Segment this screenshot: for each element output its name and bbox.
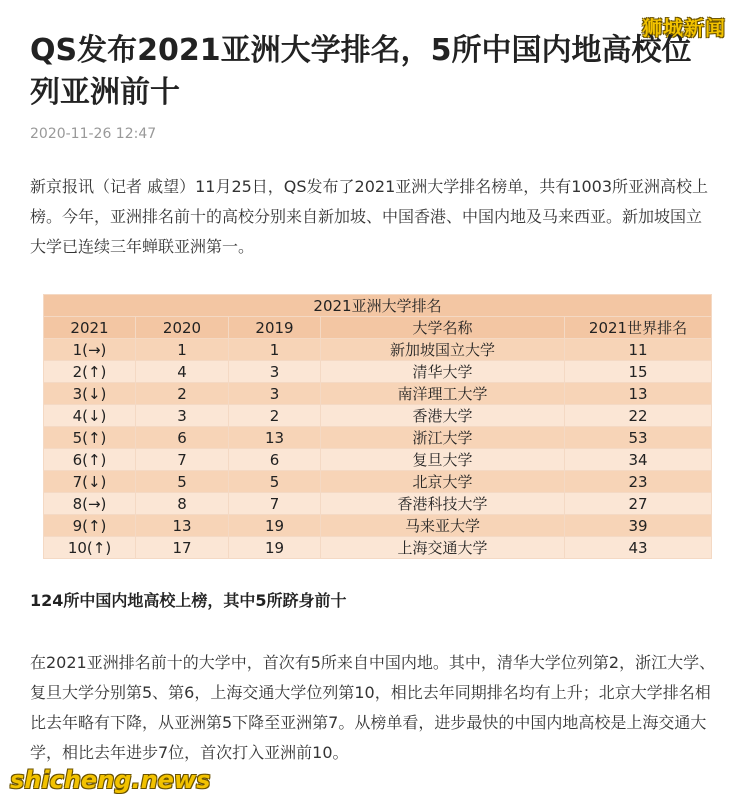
rank-2020-cell: 8 [136,493,229,515]
rank-2021-cell: 4(↓) [44,405,136,427]
table-row [44,449,712,471]
rank-2021-cell: 6(↑) [44,449,136,471]
rank-2021-cell: 3(↓) [44,383,136,405]
university-cell: 清华大学 [321,361,565,383]
world-rank-cell: 23 [565,471,712,493]
rank-2019-cell: 19 [229,515,321,537]
rank-2021-cell: 9(↑) [44,515,136,537]
section-subheading: 124所中国内地高校上榜，其中5所跻身前十 [30,591,347,610]
brand-logo: 狮城新闻 [642,16,726,40]
rank-2019-cell: 7 [229,493,321,515]
world-rank-cell: 22 [565,405,712,427]
table-header-row [44,317,712,339]
rank-2020-cell: 3 [136,405,229,427]
world-rank-cell: 15 [565,361,712,383]
body-paragraph: 在2021亚洲排名前十的大学中，首次有5所来自中国内地。其中，清华大学位列第2，浙江大学、复旦大学分别第5、第6，上海交通大学位列第10，相比去年同期排名均有上升；北京大学排名相比去年略有下降，从亚洲第5下降至亚洲第7。从榜单看，进步最快的中国内地高校是上海交通大学，相比去年进步7位，首次打入亚洲前10。 [30,653,716,762]
table-row [44,537,712,559]
world-rank-cell: 43 [565,537,712,559]
table-caption: 2021亚洲大学排名 [44,295,712,317]
table-row [44,383,712,405]
publish-date: 2020-11-26 12:47 [30,126,157,142]
table-row [44,471,712,493]
table-row [44,493,712,515]
world-rank-cell: 11 [565,339,712,361]
table-row [44,427,712,449]
table-row [44,405,712,427]
rank-2021-cell: 2(↑) [44,361,136,383]
article-title: QS发布2021亚洲大学排名，5所中国内地高校位列亚洲前十 [30,33,692,110]
rank-2020-cell: 6 [136,427,229,449]
rank-2020-cell: 17 [136,537,229,559]
world-rank-cell: 13 [565,383,712,405]
university-cell: 上海交通大学 [321,537,565,559]
rank-2021-cell: 8(→) [44,493,136,515]
header-2020: 2020 [136,317,229,339]
watermark: shicheng.news [10,766,211,794]
rank-2019-cell: 19 [229,537,321,559]
world-rank-cell: 34 [565,449,712,471]
rank-2020-cell: 13 [136,515,229,537]
rank-2019-cell: 5 [229,471,321,493]
header-university: 大学名称 [321,317,565,339]
university-cell: 新加坡国立大学 [321,339,565,361]
rank-2019-cell: 3 [229,361,321,383]
header-2021: 2021 [44,317,136,339]
rank-2021-cell: 7(↓) [44,471,136,493]
university-cell: 香港大学 [321,405,565,427]
header-2019: 2019 [229,317,321,339]
rank-2021-cell: 1(→) [44,339,136,361]
university-cell: 马来亚大学 [321,515,565,537]
university-cell: 南洋理工大学 [321,383,565,405]
university-cell: 北京大学 [321,471,565,493]
rank-2021-cell: 10(↑) [44,537,136,559]
table-row [44,515,712,537]
rank-2019-cell: 1 [229,339,321,361]
rank-2020-cell: 2 [136,383,229,405]
rank-2021-cell: 5(↑) [44,427,136,449]
rank-2020-cell: 4 [136,361,229,383]
table-row [44,361,712,383]
rank-2020-cell: 1 [136,339,229,361]
world-rank-cell: 27 [565,493,712,515]
university-cell: 复旦大学 [321,449,565,471]
header-world-rank: 2021世界排名 [565,317,712,339]
university-cell: 香港科技大学 [321,493,565,515]
rank-2020-cell: 5 [136,471,229,493]
rank-2019-cell: 13 [229,427,321,449]
ranking-table [43,294,711,559]
rank-2019-cell: 2 [229,405,321,427]
rank-2019-cell: 6 [229,449,321,471]
intro-paragraph: 新京报讯（记者 戚望）11月25日，QS发布了2021亚洲大学排名榜单，共有1003所亚洲高校上榜。今年，亚洲排名前十的高校分别来自新加坡、中国香港、中国内地及马来西亚。新加坡国立大学已连续三年蝉联亚洲第一。 [30,177,708,256]
world-rank-cell: 53 [565,427,712,449]
world-rank-cell: 39 [565,515,712,537]
rank-2020-cell: 7 [136,449,229,471]
university-cell: 浙江大学 [321,427,565,449]
rank-2019-cell: 3 [229,383,321,405]
table-row [44,339,712,361]
